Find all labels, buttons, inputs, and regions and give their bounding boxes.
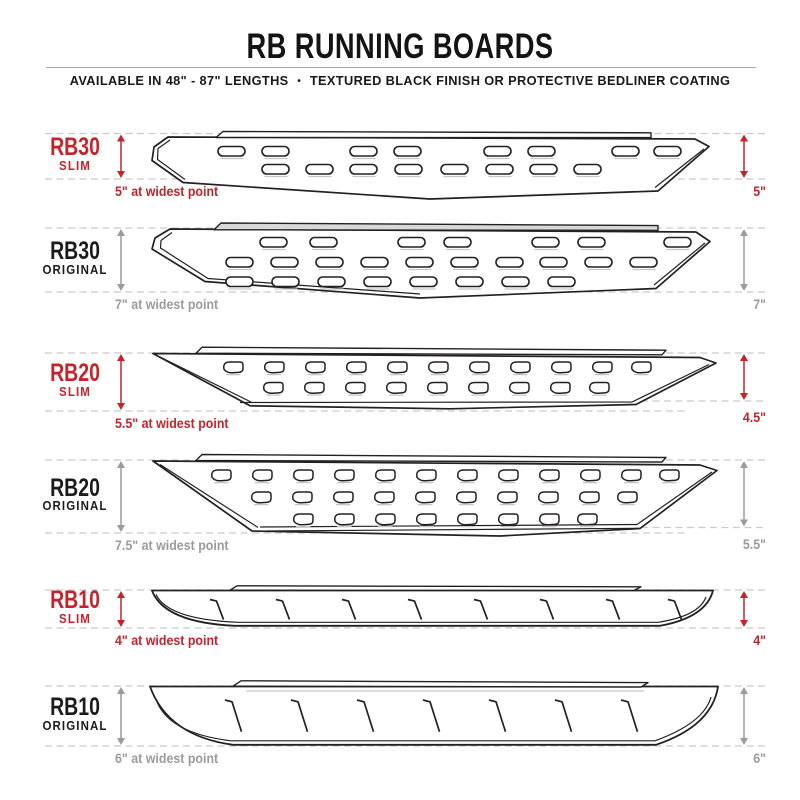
model-label-rb10-original: RB10	[50, 693, 100, 721]
subtitle-finish: TEXTURED BLACK FINISH OR PROTECTIVE BEDLINER COATING	[309, 73, 731, 88]
width-caption-rb10-original: 6" at widest point	[115, 751, 219, 766]
board-drawing-rb20-slim	[153, 347, 716, 409]
subtitle-lengths: AVAILABLE IN 48" - 87" LENGTHS	[69, 73, 289, 88]
board-drawing-rb20-original	[153, 455, 717, 537]
width-caption-rb20-original: 7.5" at widest point	[115, 538, 229, 553]
height-caption-rb30-original: 7"	[753, 297, 766, 312]
page-title: RB RUNNING BOARDS	[246, 27, 554, 66]
variant-label-rb30-slim: SLIM	[59, 158, 91, 173]
width-caption-rb10-slim: 4" at widest point	[115, 633, 219, 648]
model-label-rb30-slim: RB30	[50, 133, 100, 162]
variant-label-rb30-original: ORIGINAL	[42, 262, 108, 277]
section-graphics-rb10-slim	[45, 586, 767, 628]
height-caption-rb30-slim: 5"	[753, 184, 766, 199]
section-graphics-rb30-original	[45, 223, 767, 298]
height-caption-rb20-slim: 4.5"	[742, 410, 766, 425]
section-graphics-rb20-original	[45, 455, 767, 537]
variant-label-rb10-slim: SLIM	[59, 611, 91, 626]
variant-label-rb20-slim: SLIM	[59, 384, 91, 399]
width-caption-rb30-slim: 5" at widest point	[115, 184, 219, 199]
variant-label-rb10-original: ORIGINAL	[42, 718, 108, 733]
height-caption-rb20-original: 5.5"	[742, 536, 766, 552]
board-drawing-rb30-slim	[152, 132, 709, 200]
board-drawing-rb30-original	[152, 223, 710, 298]
model-label-rb20-slim: RB20	[50, 359, 100, 387]
variant-label-rb20-original: ORIGINAL	[42, 499, 108, 513]
board-drawing-rb10-original	[150, 681, 718, 745]
model-label-rb30-original: RB30	[50, 237, 100, 265]
width-caption-rb30-original: 7" at widest point	[115, 297, 219, 312]
width-caption-rb20-slim: 5.5" at widest point	[115, 416, 229, 431]
height-caption-rb10-original: 6"	[753, 751, 766, 766]
model-label-rb20-original: RB20	[50, 473, 100, 502]
model-label-rb10-slim: RB10	[50, 586, 100, 614]
height-caption-rb10-slim: 4"	[753, 633, 766, 648]
section-graphics-rb20-slim	[45, 347, 767, 411]
section-graphics-rb10-original	[45, 681, 767, 746]
board-drawing-rb10-slim	[152, 586, 713, 626]
bullet-separator-icon: •	[297, 76, 302, 87]
